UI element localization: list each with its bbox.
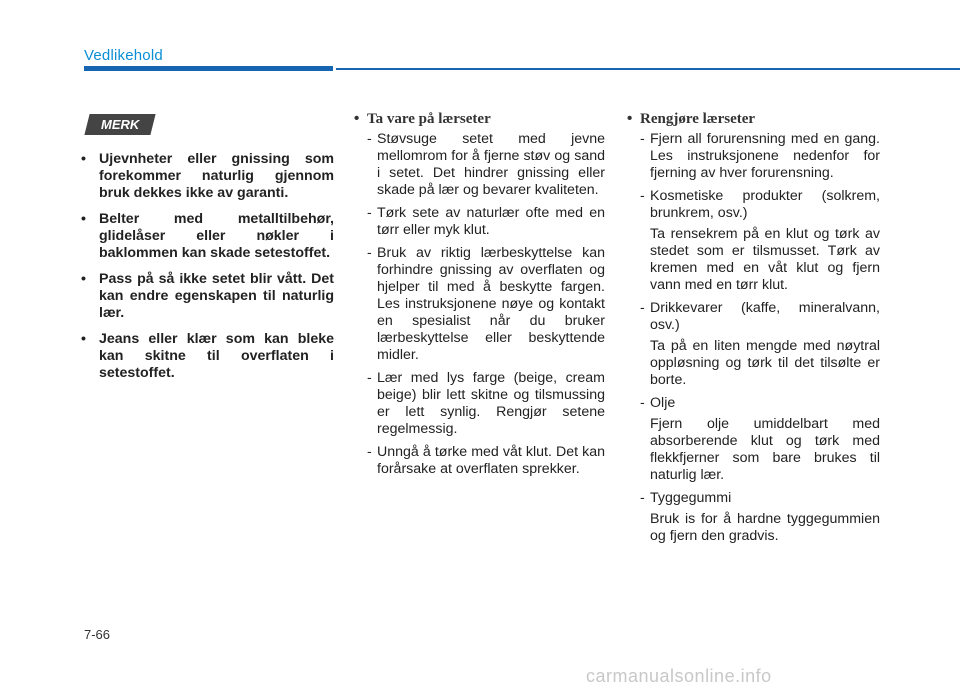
cleaning-item-label: Drikkevarer (kaffe, mineralvann, osv.) <box>650 300 880 333</box>
cleaning-item <box>625 188 880 294</box>
care-item: - Bruk av riktig lærbeskyttelse kan forhindre gnissing av overflaten og hjelper til med å beskytte fargen. Les instruksjonene nøye og kontakt en spesialist når du bruker lærbeskyttelse eller beskyttende midler. <box>352 245 605 364</box>
cleaning-item-label: Kosmetiske produkter (solkrem, brunkrem, osv.) <box>650 188 880 221</box>
care-item: - Tørk sete av naturlær ofte med en tørr eller myk klut. <box>352 205 605 239</box>
cleaning-heading: • Rengjøre lærseter <box>625 110 880 128</box>
care-heading: • Ta vare på lærseter <box>352 110 605 128</box>
column-care <box>352 110 605 484</box>
note-item: • Pass på så ikke setet blir vått. Det kan endre egenskapen til naturlig lær. <box>78 271 334 322</box>
page-number: 7-66 <box>84 627 111 642</box>
cleaning-item-label: Tyggegummi <box>650 490 732 506</box>
note-item: • Ujevnheter eller gnissing som forekommer naturlig gjennom bruk dekkes ikke av garanti. <box>78 151 334 202</box>
cleaning-list <box>625 131 880 545</box>
section-title: Vedlikehold <box>84 47 163 64</box>
merk-badge <box>84 114 156 135</box>
cleaning-item-label: Olje <box>650 395 676 411</box>
care-item: - Lær med lys farge (beige, cream beige) blir lett skitne og tilsmussing er lett synlig. Rengjør setene regelmessig. <box>352 370 605 438</box>
note-item: • Jeans eller klær som kan bleke kan skitne til overflaten i setestoffet. <box>78 331 334 382</box>
cleaning-item <box>625 490 880 545</box>
cleaning-item <box>625 300 880 389</box>
care-list <box>352 131 605 478</box>
cleaning-item-detail: Fjern olje umiddelbart med absorberende klut og tørk med flekkfjerner som bare brukes til naturlig lær. <box>650 416 880 483</box>
cleaning-item-label: Fjern all forurensning med en gang. Les instruksjonene nedenfor for fjerning av hver forurensning. <box>650 131 880 181</box>
care-item: - Støvsuge setet med jevne mellomrom for å fjerne støv og sand i setet. Det hindrer gnissing eller skade på lær og bevarer kvaliteten. <box>352 131 605 199</box>
notes-list <box>78 151 334 382</box>
header-rule-thick <box>84 66 333 71</box>
note-item: • Belter med metalltilbehør, glidelåser eller nøkler i baklommen kan skade setestoffet. <box>78 211 334 262</box>
merk-badge-label: MERK <box>101 117 140 132</box>
column-cleaning <box>625 110 880 551</box>
column-notes <box>78 110 334 391</box>
cleaning-item-detail: Ta på en liten mengde med nøytral oppløsning og tørk til det tilsølte er borte. <box>650 338 880 388</box>
watermark: carmanualsonline.info <box>586 666 772 686</box>
cleaning-item <box>625 395 880 484</box>
cleaning-item-detail: Ta rensekrem på en klut og tørk av stedet som er tilsmusset. Tørk av kremen med en våt klut og fjern vann med en tørr klut. <box>650 226 880 293</box>
cleaning-item <box>625 131 880 182</box>
care-item: - Unngå å tørke med våt klut. Det kan forårsake at overflaten sprekker. <box>352 444 605 478</box>
cleaning-item-detail: Bruk is for å hardne tyggegummien og fjern den gradvis. <box>650 511 880 544</box>
header-rule-thin <box>336 68 960 70</box>
